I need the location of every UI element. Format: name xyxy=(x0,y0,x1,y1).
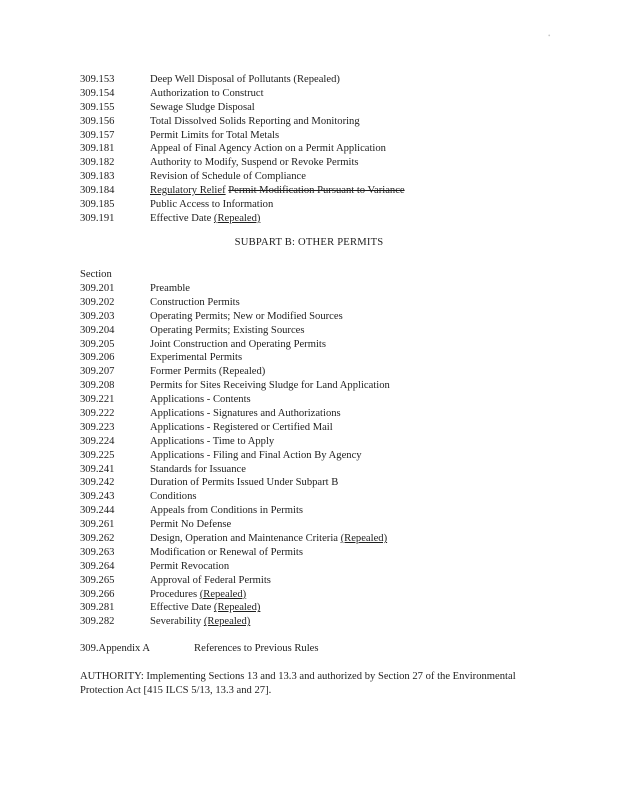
section-number: 309.224 xyxy=(80,435,115,447)
section-row xyxy=(80,449,550,463)
section-title xyxy=(150,184,550,198)
section-row xyxy=(80,170,550,184)
title-text: Public Access to Information xyxy=(150,199,274,211)
section-number: 309.263 xyxy=(80,546,115,558)
title-text: Severability xyxy=(150,616,204,628)
section-title xyxy=(150,393,550,407)
section-title xyxy=(150,601,550,615)
section-title xyxy=(150,435,550,449)
section-row xyxy=(80,601,550,615)
inserted-text: (Repealed) xyxy=(340,533,388,545)
section-number: 309.202 xyxy=(80,296,115,308)
section-number: 309.191 xyxy=(80,212,115,224)
section-list-subpart-a xyxy=(80,73,550,226)
section-title xyxy=(150,338,550,352)
title-text: Approval of Federal Permits xyxy=(150,574,271,586)
section-number: 309.281 xyxy=(80,602,115,614)
section-number: 309.204 xyxy=(80,324,115,336)
title-text: Permits for Sites Receiving Sludge for Land Application xyxy=(150,380,390,392)
appendix-number: 309.Appendix A xyxy=(80,643,151,654)
section-row xyxy=(80,504,550,518)
section-title xyxy=(150,532,550,546)
title-text: Operating Permits; New or Modified Sources xyxy=(150,310,343,322)
section-row xyxy=(80,324,550,338)
section-row xyxy=(80,282,550,296)
section-number: 309.266 xyxy=(80,588,115,600)
section-row xyxy=(80,296,550,310)
title-text: Effective Date xyxy=(150,602,214,614)
section-row xyxy=(80,546,550,560)
title-text: Applications - Filing and Final Action By Agency xyxy=(150,449,362,461)
section-row xyxy=(80,212,550,226)
title-text: Permit Revocation xyxy=(150,560,230,572)
title-text: Operating Permits; Existing Sources xyxy=(150,324,305,336)
section-row xyxy=(80,560,550,574)
title-text: Permit Limits for Total Metals xyxy=(150,129,280,141)
section-number: 309.208 xyxy=(80,380,115,392)
title-text: Total Dissolved Solids Reporting and Monitoring xyxy=(150,115,360,127)
section-number: 309.244 xyxy=(80,505,115,517)
section-title xyxy=(150,170,550,184)
section-number: 309.264 xyxy=(80,560,115,572)
section-number: 309.185 xyxy=(80,199,115,211)
section-title xyxy=(150,574,550,588)
title-text: Experimental Permits xyxy=(150,352,243,364)
section-title xyxy=(150,351,550,365)
subpart-b-heading: SUBPART B: OTHER PERMITS xyxy=(234,237,384,248)
section-row xyxy=(80,435,550,449)
section-title xyxy=(150,129,550,143)
section-number: 309.223 xyxy=(80,421,115,433)
section-title xyxy=(150,142,550,156)
section-number: 309.157 xyxy=(80,129,115,141)
title-text: Authorization to Construct xyxy=(150,87,264,99)
section-row xyxy=(80,379,550,393)
section-row xyxy=(80,588,550,602)
inserted-text: Regulatory Relief xyxy=(150,185,226,197)
section-number: 309.207 xyxy=(80,366,115,378)
inserted-text: (Repealed) xyxy=(213,212,261,224)
title-text: Former Permits (Repealed) xyxy=(150,366,266,378)
title-text: Conditions xyxy=(150,491,197,503)
section-row xyxy=(80,574,550,588)
section-row xyxy=(80,73,550,87)
title-text: Procedures xyxy=(150,588,200,600)
deleted-text: Permit Modification Pursuant to Variance xyxy=(228,185,405,197)
section-title xyxy=(150,615,550,629)
section-row xyxy=(80,532,550,546)
title-text: Appeal of Final Agency Action on a Permit Application xyxy=(150,143,386,155)
section-row xyxy=(80,338,550,352)
section-number: 309.222 xyxy=(80,408,115,420)
section-title xyxy=(150,421,550,435)
title-text: Applications - Contents xyxy=(150,394,251,406)
inserted-text: (Repealed) xyxy=(203,616,251,628)
appendix-row xyxy=(80,642,319,656)
authority-note: AUTHORITY: Implementing Sections 13 and 13.3 and authorized by Section 27 of the Environmental Protection Act [415 ILCS 5/13, 13.3 and 27]. xyxy=(80,671,516,696)
inserted-text: (Repealed) xyxy=(199,588,247,600)
section-number: 309.282 xyxy=(80,616,115,628)
section-number: 309.261 xyxy=(80,519,115,531)
section-number: 309.156 xyxy=(80,115,115,127)
section-row xyxy=(80,142,550,156)
section-list-subpart-b xyxy=(80,282,550,629)
section-title xyxy=(150,449,550,463)
section-number: 309.225 xyxy=(80,449,115,461)
title-text: Appeals from Conditions in Permits xyxy=(150,505,304,517)
title-text: Preamble xyxy=(150,283,191,294)
section-title xyxy=(150,282,550,296)
section-number: 309.183 xyxy=(80,171,115,183)
section-title xyxy=(150,490,550,504)
section-title xyxy=(150,324,550,338)
title-text: Construction Permits xyxy=(150,296,240,308)
section-number: 309.221 xyxy=(80,394,115,406)
section-title xyxy=(150,379,550,393)
section-row xyxy=(80,393,550,407)
section-number: 309.265 xyxy=(80,574,115,586)
section-number: 309.205 xyxy=(80,338,115,350)
section-row xyxy=(80,129,550,143)
section-row xyxy=(80,87,550,101)
section-row xyxy=(80,365,550,379)
title-text: Revision of Schedule of Compliance xyxy=(150,171,306,183)
section-number: 309.184 xyxy=(80,185,115,197)
section-row xyxy=(80,156,550,170)
title-text: Duration of Permits Issued Under Subpart B xyxy=(150,477,339,489)
section-number: 309.243 xyxy=(80,491,115,503)
section-number: 309.203 xyxy=(80,310,115,322)
section-row xyxy=(80,463,550,477)
section-number: 309.262 xyxy=(80,533,115,545)
title-text: Applications - Time to Apply xyxy=(150,435,275,447)
section-row xyxy=(80,615,550,629)
section-title xyxy=(150,476,550,490)
appendix-title: References to Previous Rules xyxy=(194,643,319,654)
section-title xyxy=(150,73,550,87)
section-row xyxy=(80,198,550,212)
section-title xyxy=(150,365,550,379)
section-title xyxy=(150,156,550,170)
section-title xyxy=(150,546,550,560)
title-text: Sewage Sludge Disposal xyxy=(150,101,255,113)
section-title xyxy=(150,115,550,129)
section-row xyxy=(80,476,550,490)
section-row xyxy=(80,101,550,115)
section-row xyxy=(80,421,550,435)
section-title xyxy=(150,588,550,602)
section-title xyxy=(150,101,550,115)
section-number: 309.201 xyxy=(80,283,115,294)
section-number: 309.206 xyxy=(80,352,115,364)
title-text: Design, Operation and Maintenance Criteria xyxy=(150,533,341,545)
title-text: Applications - Signatures and Authorizations xyxy=(150,408,341,420)
section-row xyxy=(80,518,550,532)
section-number: 309.182 xyxy=(80,157,115,169)
title-text: Deep Well Disposal of Pollutants (Repealed) xyxy=(150,74,340,85)
section-title xyxy=(150,407,550,421)
section-title xyxy=(150,463,550,477)
section-row xyxy=(80,351,550,365)
title-text: Modification or Renewal of Permits xyxy=(150,546,303,558)
section-number: 309.181 xyxy=(80,143,115,155)
section-title xyxy=(150,310,550,324)
title-text: Permit No Defense xyxy=(150,519,232,531)
title-text: Joint Construction and Operating Permits xyxy=(150,338,326,350)
section-number: 309.241 xyxy=(80,463,115,475)
inserted-text: (Repealed) xyxy=(213,602,261,614)
title-text: Standards for Issuance xyxy=(150,463,246,475)
title-text: Authority to Modify, Suspend or Revoke Permits xyxy=(150,157,359,169)
section-row xyxy=(80,184,550,198)
section-number: 309.155 xyxy=(80,101,115,113)
section-title xyxy=(150,212,550,226)
section-number: 309.153 xyxy=(80,74,115,85)
section-row xyxy=(80,407,550,421)
section-title xyxy=(150,560,550,574)
section-row xyxy=(80,115,550,129)
section-title xyxy=(150,87,550,101)
section-title xyxy=(150,504,550,518)
title-text: Effective Date xyxy=(150,212,214,224)
corner-mark: • xyxy=(548,32,551,40)
title-text: Applications - Registered or Certified Mail xyxy=(150,421,333,433)
section-title xyxy=(150,296,550,310)
section-number: 309.154 xyxy=(80,87,115,99)
section-number: 309.242 xyxy=(80,477,115,489)
section-row xyxy=(80,490,550,504)
section-title xyxy=(150,518,550,532)
section-row xyxy=(80,310,550,324)
section-column-label: Section xyxy=(80,269,112,280)
section-title xyxy=(150,198,550,212)
